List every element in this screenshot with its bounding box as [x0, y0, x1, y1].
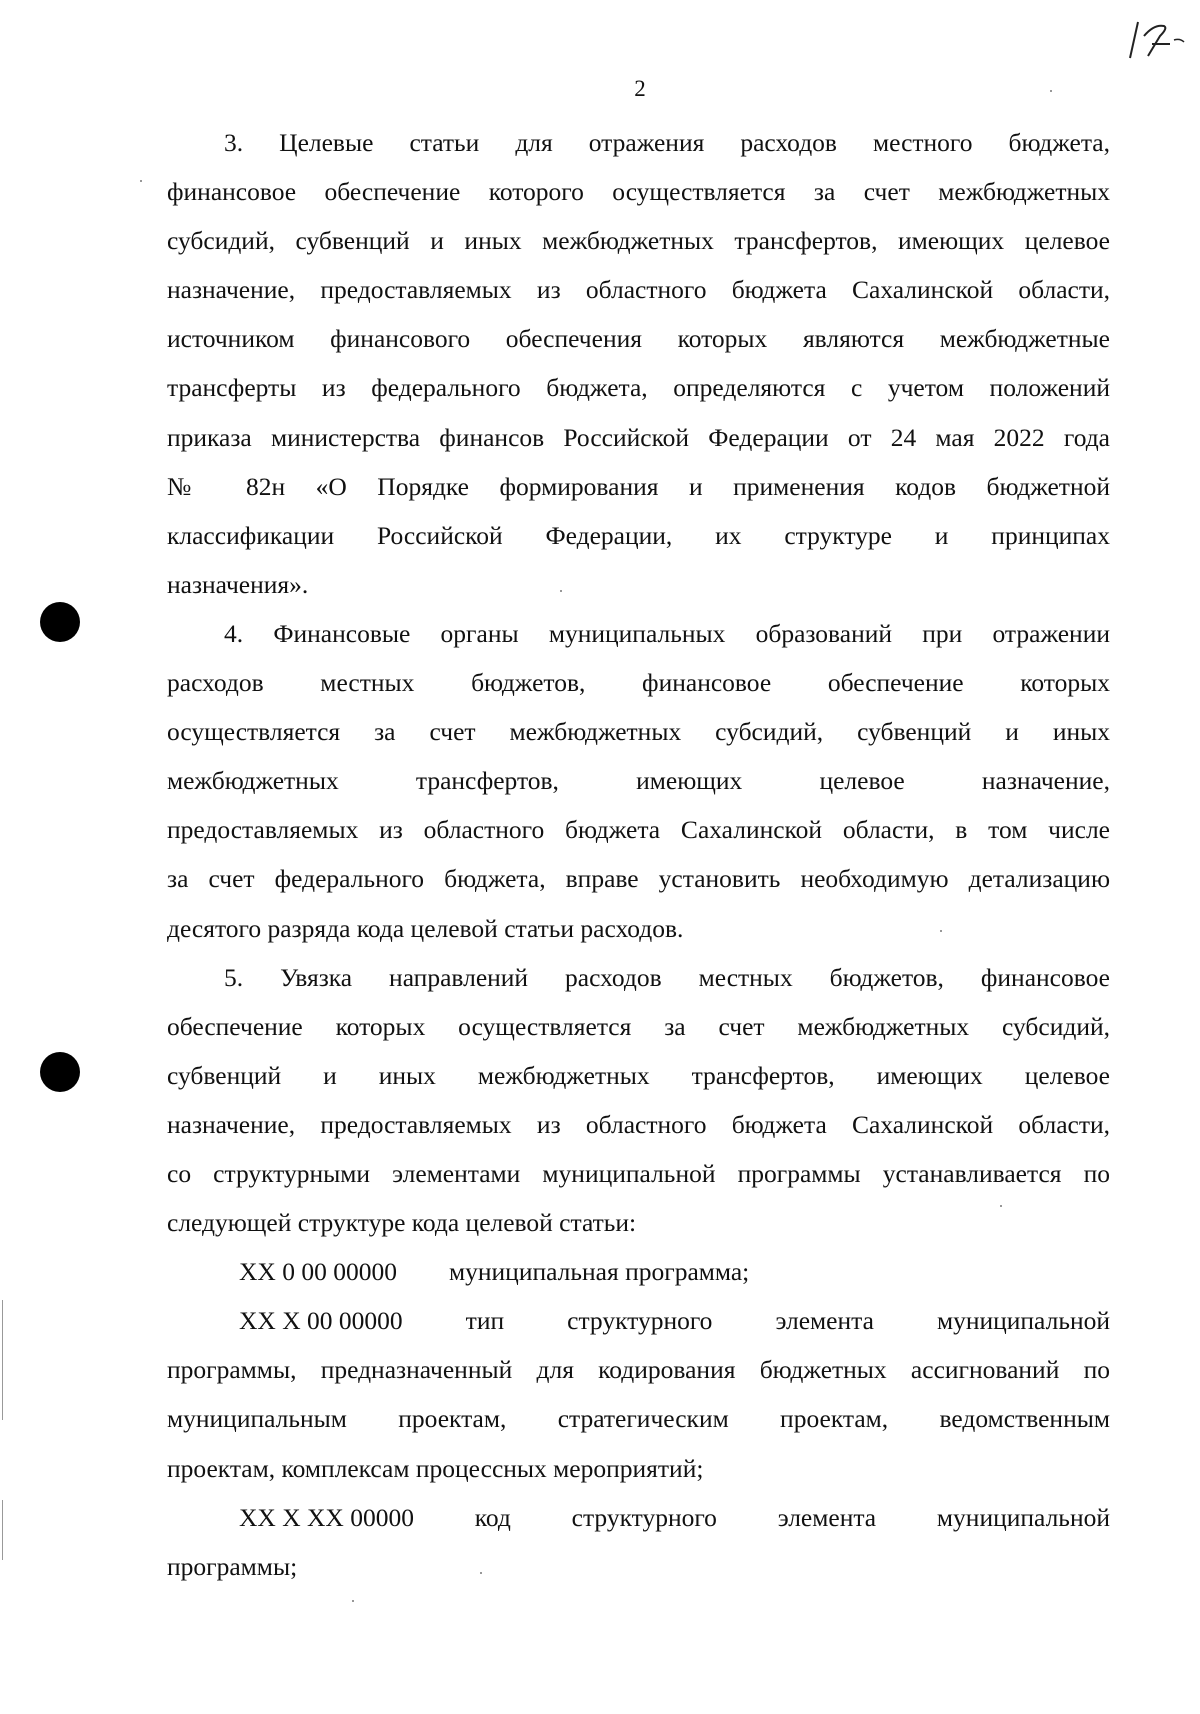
code-item-element-code — [167, 1493, 1110, 1542]
code-item-program — [167, 1247, 1110, 1296]
text-line: источником финансового обеспечения которых являются межбюджетные — [167, 324, 1110, 354]
code-description-word: структурного — [571, 1502, 717, 1532]
text-line: 5. Увязка направлений расходов местных бюджетов, финансовое — [224, 962, 1110, 992]
text-line: за счет федерального бюджета, вправе установить необходимую детализацию — [167, 864, 1110, 894]
code-description-word: элемента — [777, 1502, 877, 1532]
paragraph-3 — [167, 118, 1110, 609]
text-line: назначение, предоставляемых из областного бюджета Сахалинской области, — [167, 1109, 1110, 1139]
text-line: финансовое обеспечение которого осуществляется за счет межбюджетных — [167, 177, 1110, 207]
text-line: расходов местных бюджетов, финансовое обеспечение которых — [167, 668, 1110, 698]
paragraph-4 — [167, 609, 1110, 953]
text-line: трансферты из федерального бюджета, определяются с учетом положений — [167, 373, 1110, 403]
scan-speck — [140, 180, 142, 182]
code-description-word: элемента — [775, 1306, 874, 1336]
text-line: программы; — [167, 1551, 298, 1581]
text-line: муниципальным проектам, стратегическим проектам, ведомственным — [167, 1404, 1110, 1434]
text-line: № 82н «О Порядке формирования и применения кодов бюджетной — [167, 471, 1110, 501]
code-description-word: муниципальной — [936, 1306, 1110, 1336]
text-line: субсидий, субвенций и иных межбюджетных трансфертов, имеющих целевое — [167, 226, 1110, 256]
text-line: проектам, комплексам процессных мероприятий; — [167, 1453, 704, 1483]
text-line: назначение, предоставляемых из областного бюджета Сахалинской области, — [167, 275, 1110, 305]
code-description: муниципальная программа; — [449, 1257, 750, 1287]
punch-hole-bottom — [40, 1052, 80, 1092]
code-description-word: муниципальной — [936, 1502, 1110, 1532]
scan-edge-mark — [2, 1300, 3, 1420]
code-description-word: код — [474, 1502, 511, 1532]
text-line: программы, предназначенный для кодирования бюджетных ассигнований по — [167, 1355, 1110, 1385]
scan-speck — [1050, 90, 1052, 92]
document-body — [167, 118, 1110, 1591]
page-number: 2 — [634, 76, 646, 101]
text-line: назначения». — [167, 569, 309, 599]
text-line: 4. Финансовые органы муниципальных образований при отражении — [224, 618, 1110, 648]
code-description-word: тип — [465, 1306, 505, 1336]
code-item-element-type — [167, 1296, 1110, 1345]
text-line: обеспечение которых осуществляется за счет межбюджетных субсидий, — [167, 1011, 1110, 1041]
scan-edge-mark — [2, 1500, 3, 1560]
text-line: осуществляется за счет межбюджетных субсидий, субвенций и иных — [167, 717, 1110, 747]
code-description-word: структурного — [567, 1306, 713, 1336]
text-line: межбюджетных трансфертов, имеющих целевое назначение, — [167, 766, 1110, 796]
code-value: XX X 00 00000 — [239, 1306, 403, 1336]
code-value: XX X XX 00000 — [239, 1502, 414, 1532]
paragraph-5 — [167, 953, 1110, 1248]
scan-speck — [352, 1600, 354, 1602]
text-line: субвенций и иных межбюджетных трансфертов, имеющих целевое — [167, 1060, 1110, 1090]
code-value: XX 0 00 00000 — [239, 1257, 397, 1287]
handwritten-page-mark — [1124, 14, 1188, 64]
punch-hole-top — [40, 602, 80, 642]
text-line: 3. Целевые статьи для отражения расходов местного бюджета, — [224, 128, 1110, 157]
text-line: следующей структуре кода целевой статьи: — [167, 1208, 637, 1238]
text-line: со структурными элементами муниципальной программы устанавливается по — [167, 1158, 1110, 1188]
code-structure-list — [167, 1247, 1110, 1591]
text-line: приказа министерства финансов Российской Федерации от 24 мая 2022 года — [167, 422, 1110, 452]
text-line: предоставляемых из областного бюджета Сахалинской области, в том числе — [167, 815, 1110, 845]
text-line: классификации Российской Федерации, их структуре и принципах — [167, 520, 1110, 550]
text-line: десятого разряда кода целевой статьи расходов. — [167, 913, 684, 943]
